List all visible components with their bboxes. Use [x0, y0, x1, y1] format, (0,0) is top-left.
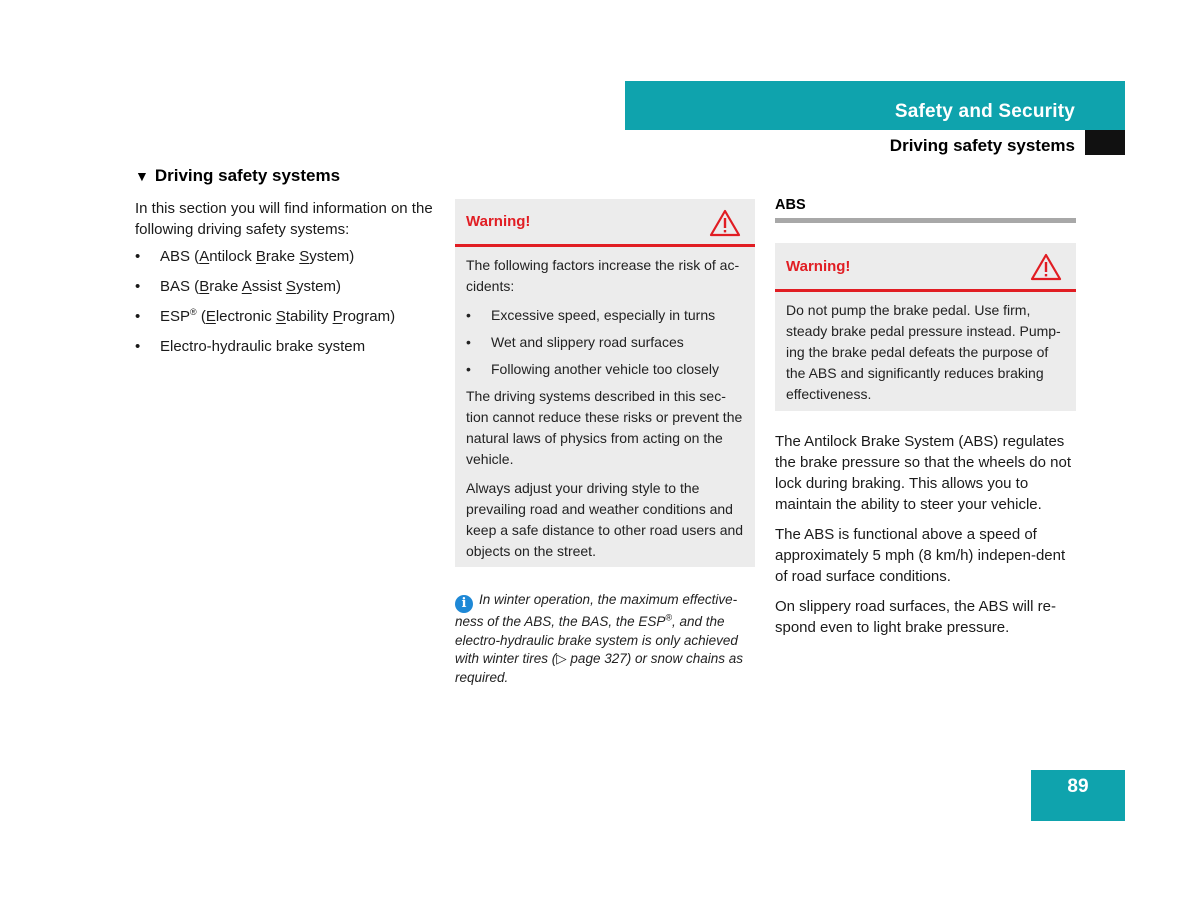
section-heading-text: Driving safety systems	[154, 166, 341, 185]
intro-column	[135, 166, 435, 366]
warning-header	[775, 243, 1076, 292]
abs-paragraph: The ABS is functional above a speed of approximately 5 mph (8 km/h) indepen-dent of road surface conditions.	[775, 526, 1066, 585]
abs-paragraph: On slippery road surfaces, the ABS will re-spond even to light brake pressure.	[775, 598, 1056, 636]
triangle-down-icon: ▼	[135, 168, 149, 184]
info-note: i In winter operation, the maximum effective-ness of the ABS, the BAS, the ESP®, and the electro-hydraulic brake system is only achieved with winter tires (▷ page 327) or snow chains as required.	[455, 592, 744, 685]
risk-factor-list	[466, 305, 744, 380]
list-item: • ABS (Antilock Brake System)	[135, 248, 355, 265]
warning-triangle-icon	[1030, 253, 1062, 281]
warning-triangle-icon	[709, 209, 741, 237]
section-title: Safety and Security	[894, 101, 1075, 122]
section-heading	[135, 166, 435, 186]
list-item: • Wet and slippery road surfaces	[466, 334, 684, 350]
risk-warning-box	[455, 199, 755, 567]
warning-paragraph: Do not pump the brake pedal. Use firm, steady brake pedal pressure instead. Pump-ing the brake pedal defeats the purpose of the ABS and significantly reduces braking effectiveness.	[786, 302, 1061, 402]
subsection-title: Driving safety systems	[889, 136, 1075, 155]
warning-body	[455, 247, 755, 570]
page-number-box	[1031, 770, 1125, 821]
list-item: • Electro-hydraulic brake system	[135, 338, 366, 355]
page-number: 89	[1067, 776, 1089, 797]
list-item: • BAS (Brake Assist System)	[135, 278, 341, 295]
list-item: • ESP® (Electronic Stability Program)	[135, 307, 396, 325]
abs-warning-box	[775, 243, 1076, 411]
systems-list	[135, 246, 435, 357]
warning-paragraph: The driving systems described in this sec-tion cannot reduce these risks or prevent the natural laws of physics from acting on the vehicle.	[466, 388, 743, 467]
intro-paragraph: In this section you will find information on the following driving safety systems:	[135, 200, 433, 238]
warning-label: Warning!	[786, 257, 851, 275]
section-header-band	[625, 81, 1125, 130]
warning-header	[455, 199, 755, 247]
warning-intro: The following factors increase the risk of ac-cidents:	[466, 257, 740, 294]
page-reference-arrow-icon: ▷	[556, 651, 567, 666]
info-icon: i	[455, 595, 473, 613]
list-item: • Following another vehicle too closely	[466, 361, 720, 377]
abs-heading: ABS	[775, 197, 1076, 223]
warning-body	[775, 292, 1076, 413]
warning-label: Warning!	[466, 213, 531, 230]
list-item: • Excessive speed, especially in turns	[466, 307, 716, 323]
abs-paragraph: The Antilock Brake System (ABS) regulates the brake pressure so that the wheels do not lock during braking. This allows you to maintain the ability to steer your vehicle.	[775, 433, 1072, 513]
abs-description	[775, 431, 1080, 647]
warning-paragraph: Always adjust your driving style to the prevailing road and weather conditions and keep a safe distance to other road users and objects on the street.	[466, 480, 744, 559]
section-marker-tab	[1085, 130, 1125, 155]
